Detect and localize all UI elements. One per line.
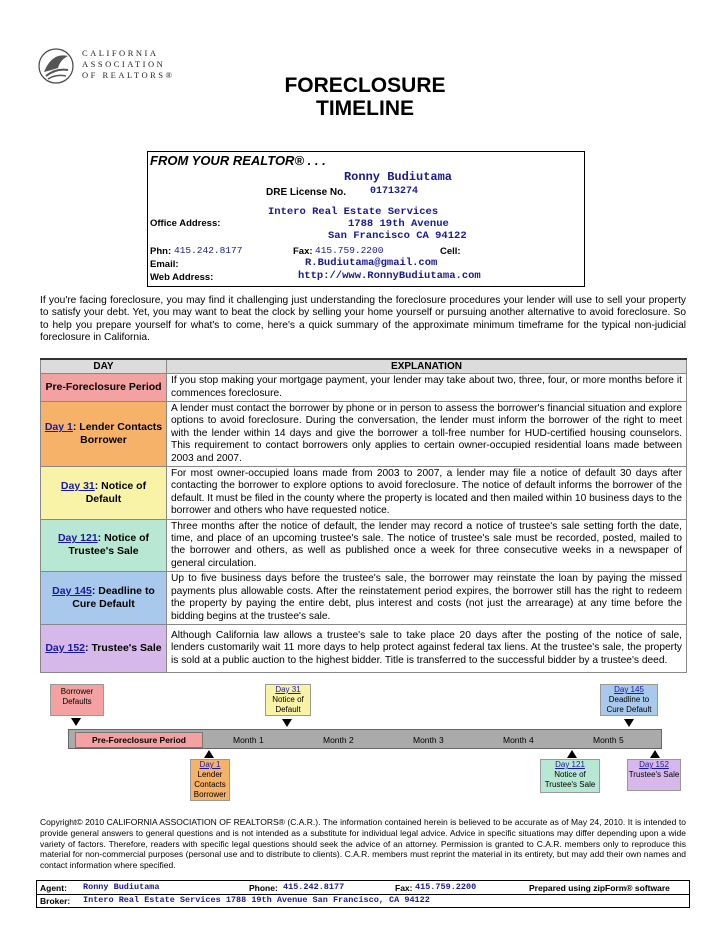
footer-fax-label: Fax: xyxy=(395,883,413,893)
day-label: : Trustee's Sale xyxy=(85,641,162,654)
day-cell xyxy=(41,402,167,467)
footer-broker-label: Broker: xyxy=(40,896,71,906)
day152-box xyxy=(627,759,681,791)
day-label: : Notice of Trustee's Sale xyxy=(68,532,150,558)
web-link[interactable]: http://www.RonnyBudiutama.com xyxy=(298,270,481,282)
day121-text: Notice of Trustee's Sale xyxy=(544,770,596,789)
day-cell xyxy=(41,374,167,402)
address-line-1: 1788 19th Avenue xyxy=(348,218,449,230)
car-seal-icon xyxy=(38,46,74,86)
explanation-cell: For most owner-occupied loans made from 2003 to 2007, a lender may file a notice of default 30 days after contacting the borrower to explore options to avoid foreclosure. The notice of default informs the borrower of the default. It must be filed in the county where the property is located and then mailed within 10 business days to the borrower and others who have requested notice. xyxy=(167,467,687,520)
day1-box xyxy=(190,759,230,801)
day152-text: Trustee's Sale xyxy=(628,770,680,779)
table-row xyxy=(41,467,687,520)
day-cell xyxy=(41,572,167,625)
dre-number: 01713274 xyxy=(370,186,419,197)
logo-line-2: ASSOCIATION xyxy=(82,59,166,69)
day-cell xyxy=(41,467,167,520)
day31-marker-icon xyxy=(282,719,292,727)
logo-line-3: OF REALTORS® xyxy=(82,70,175,80)
title-line-1: FORECLOSURE xyxy=(284,74,446,97)
explanation-cell: A lender must contact the borrower by phone or in person to assess the borrower's financial situation and explore options to avoid foreclosure. During the conversation, the lender must inform the borrower of the right to meet with the lender within 14 days and give the borrower a toll-free number for HUD-certified housing counselors. This requirement to contact borrowers only applies to certain owner-occupied residential loans made between 2003 and 2007. xyxy=(167,402,687,467)
day152-marker-icon xyxy=(650,750,660,758)
day31-link[interactable]: Day 31 xyxy=(275,685,301,694)
day-link[interactable]: Day 1 xyxy=(44,421,73,434)
realtor-name: Ronny Budiutama xyxy=(343,170,453,184)
month-2-label: Month 2 xyxy=(323,735,354,745)
month-4-label: Month 4 xyxy=(503,735,534,745)
fax-value: 415.759.2200 xyxy=(315,245,384,256)
day145-text: Deadline to Cure Default xyxy=(606,695,652,714)
day-label: : Lender Contacts Borrower xyxy=(72,421,163,447)
car-logo xyxy=(38,44,188,90)
intro-paragraph: If you're facing foreclosure, you may find it challenging just understanding the foreclosure procedures your lender will use to sell your property to satisfy your debt. Yet, you may want to beat the clock by selling your home yourself or pursuing another alternative to avoid foreclosure. So to help you prepare yourself for what's to come, here's a quick summary of the approximate minimum timeframe for the typical non-judicial foreclosure in California. xyxy=(40,295,686,344)
day-link[interactable]: Day 31 xyxy=(60,479,95,492)
copyright-notice: Copyright© 2010 CALIFORNIA ASSOCIATION OF REALTORS® (C.A.R.). The information contained herein is believed to be accurate as of May 24, 2010. It is intended to provide general answers to general questions and is not intended as a substitute for individual legal advice. Advice in specific situations may differ depending upon a wide variety of factors. Therefore, readers with specific legal questions should seek the advice of an attorney. Permission is granted to C.A.R. members only to reproduce this material for non-commercial purposes (personal use and to distribute to clients). C.A.R. members must reprint the material in its entirety, but may add their own names and contact information where specified. xyxy=(40,817,686,871)
logo-line-1: CALIFORNIA xyxy=(82,48,159,58)
phone-label: Phn: xyxy=(150,246,172,257)
borrower-defaults-marker-icon xyxy=(71,718,81,726)
explanation-cell: If you stop making your mortgage payment, your lender may take about two, three, four, or more months before it commences foreclosure. xyxy=(167,374,687,402)
web-label: Web Address: xyxy=(150,272,214,283)
day121-link[interactable]: Day 121 xyxy=(555,760,585,769)
day-cell xyxy=(41,519,167,572)
office-address-label: Office Address: xyxy=(150,218,221,229)
footer-agent: Ronny Budiutama xyxy=(83,882,160,892)
day31-box xyxy=(265,684,311,716)
day31-text: Notice of Default xyxy=(272,695,304,714)
col-day-header: DAY xyxy=(41,359,167,374)
foreclosure-table xyxy=(40,358,687,673)
footer-fax: 415.759.2200 xyxy=(415,882,477,892)
table-row xyxy=(41,374,687,402)
borrower-defaults-label: Borrower Defaults xyxy=(60,687,94,706)
dre-label: DRE License No. xyxy=(266,187,347,198)
footer-agent-label: Agent: xyxy=(40,883,67,893)
month-3-label: Month 3 xyxy=(413,735,444,745)
email-link[interactable]: R.Budiutama@gmail.com xyxy=(305,257,438,269)
footer-phone: 415.242.8177 xyxy=(283,882,345,892)
month-5-label: Month 5 xyxy=(593,735,624,745)
col-explanation-header: EXPLANATION xyxy=(167,359,687,374)
footer-box xyxy=(36,880,690,908)
realtor-info-box xyxy=(147,151,585,287)
day121-box xyxy=(540,759,600,793)
realtor-heading: FROM YOUR REALTOR® . . . xyxy=(150,153,326,168)
table-row xyxy=(41,624,687,672)
timeline-bar xyxy=(68,729,662,749)
day145-link[interactable]: Day 145 xyxy=(614,685,644,694)
day-label: : Notice of Default xyxy=(85,479,147,505)
day152-link[interactable]: Day 152 xyxy=(639,760,669,769)
table-row xyxy=(41,402,687,467)
footer-broker: Intero Real Estate Services 1788 19th Avenue San Francisco, CA 94122 xyxy=(83,895,430,905)
footer-prepared: Prepared using zipForm® software xyxy=(529,883,670,893)
day1-text: Lender Contacts Borrower xyxy=(193,770,227,799)
explanation-cell: Three months after the notice of default, the lender may record a notice of trustee's sale setting forth the date, time, and place of an upcoming trustee's sale. The notice of trustee's sale must be recorded, posted, mailed to the borrower and others, as well as published once a week for three consecutive weeks in a newspaper of general circulation. xyxy=(167,519,687,572)
cell-label: Cell: xyxy=(440,246,461,257)
day1-marker-icon xyxy=(204,750,214,758)
day-link[interactable]: Day 152 xyxy=(45,641,86,654)
table-header xyxy=(41,359,687,374)
day-label: : Deadline to Cure Default xyxy=(72,585,155,611)
fax-label: Fax: xyxy=(293,246,313,257)
company-name: Intero Real Estate Services xyxy=(268,206,439,218)
pre-foreclosure-segment: Pre-Foreclosure Period xyxy=(75,732,203,748)
borrower-defaults-box xyxy=(50,684,104,716)
day-label: Pre-Foreclosure Period xyxy=(45,381,162,393)
address-line-2: San Francisco CA 94122 xyxy=(328,230,467,242)
page-title xyxy=(250,74,480,120)
explanation-cell: Up to five business days before the trustee's sale, the borrower may reinstate the loan by paying the missed payments plus allowable costs. After the reinstatement period expires, the borrower still has the right to redeem the property by paying the entire debt, plus interest and costs (not just the arrearage) at any time before the bidding begins at the trustee's sale. xyxy=(167,572,687,625)
phone-value: 415.242.8177 xyxy=(174,245,243,256)
day1-link[interactable]: Day 1 xyxy=(199,760,221,769)
month-1-label: Month 1 xyxy=(233,735,264,745)
title-line-2: TIMELINE xyxy=(316,97,414,120)
day-cell xyxy=(41,624,167,672)
table-row xyxy=(41,519,687,572)
footer-phone-label: Phone: xyxy=(249,883,278,893)
explanation-cell: Although California law allows a trustee's sale to take place 20 days after the posting of the notice of sale, lenders customarily wait 11 more days to help protect against federal tax liens. At the trustee's sale, the property is sold at a public auction to the highest bidder. Title is transferred to the successful bidder by a trustee's deed. xyxy=(167,624,687,672)
day145-marker-icon xyxy=(624,719,634,727)
day-link[interactable]: Day 145 xyxy=(52,585,92,598)
table-row xyxy=(41,572,687,625)
day-link[interactable]: Day 121 xyxy=(57,532,98,545)
day145-box xyxy=(600,684,658,716)
day121-marker-icon xyxy=(567,750,577,758)
email-label: Email: xyxy=(150,259,179,270)
